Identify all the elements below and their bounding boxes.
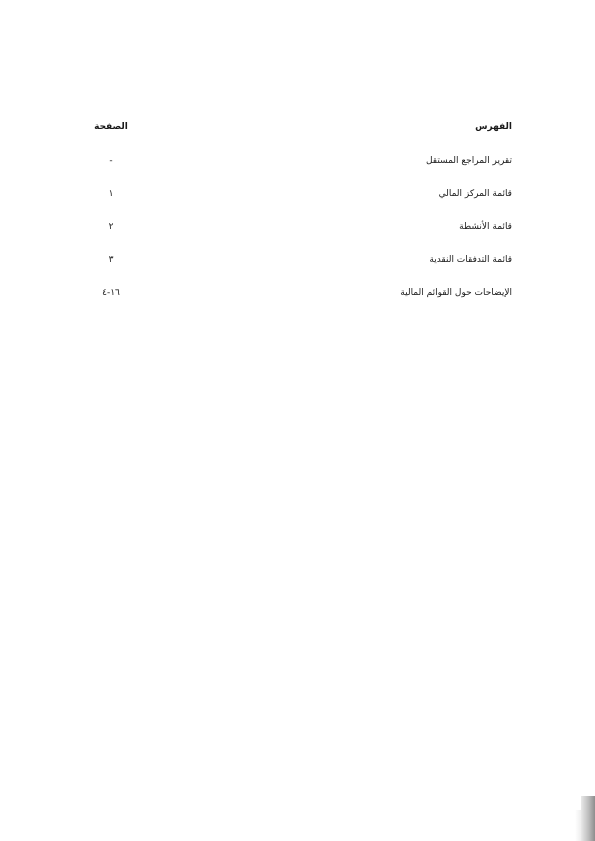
scan-edge-shadow: [581, 796, 595, 841]
toc-entry: [92, 222, 514, 238]
toc-entry-page: -: [109, 156, 113, 166]
toc-entry: [92, 156, 514, 172]
toc-entry-page: ٣: [108, 255, 114, 265]
toc-entry-page: ٢: [108, 222, 114, 232]
toc-entry: [92, 255, 514, 271]
toc-entry-title: قائمة المركز المالي: [438, 189, 512, 199]
toc-page-heading: الصفحة: [94, 122, 128, 132]
table-of-contents: [92, 122, 514, 304]
toc-entry-title: قائمة التدفقات النقدية: [429, 255, 512, 265]
toc-entry-page: ١٦-٤: [102, 288, 120, 298]
toc-header: [92, 122, 514, 138]
toc-entry-page: ١: [108, 189, 114, 199]
toc-entry-title: تقرير المراجع المستقل: [425, 156, 512, 166]
toc-entry-title: قائمة الأنشطة: [459, 222, 512, 232]
toc-title-heading: الفهرس: [475, 122, 512, 132]
toc-entry-title: الإيضاحات حول القوائم المالية: [400, 288, 512, 298]
toc-entry: [92, 189, 514, 205]
toc-entry: [92, 288, 514, 304]
